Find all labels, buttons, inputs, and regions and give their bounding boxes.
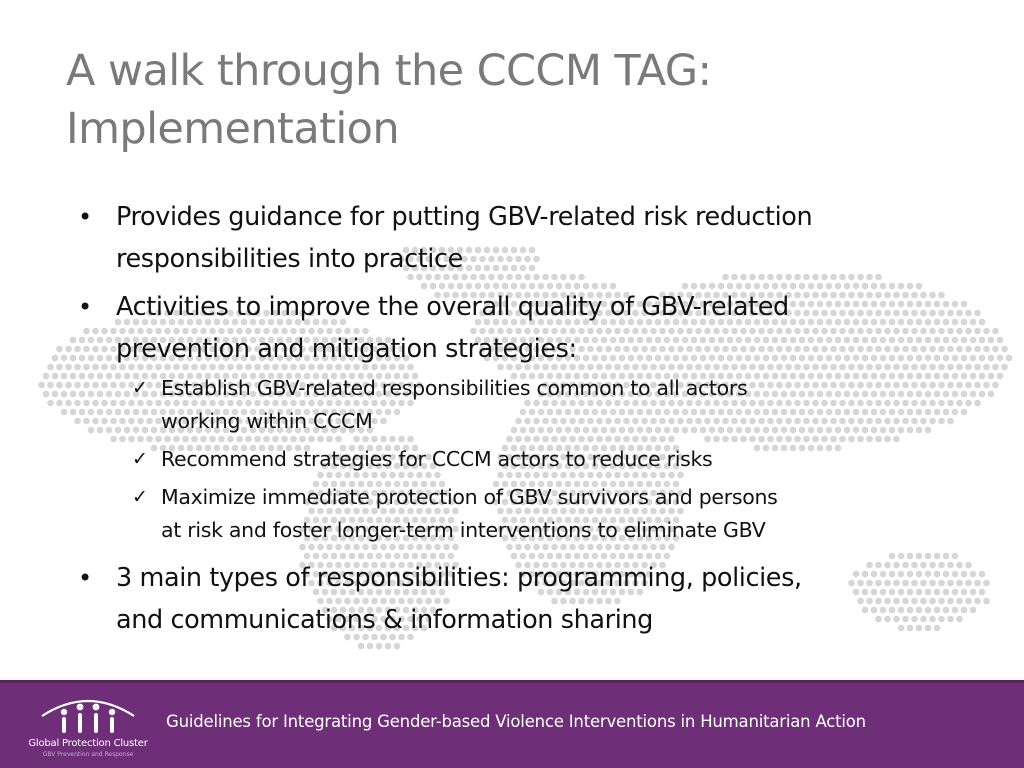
footer-bar bbox=[0, 680, 1024, 768]
bullet-item-guidance bbox=[78, 196, 938, 280]
bullet-item-responsibilities bbox=[78, 557, 938, 641]
logo-subtitle: GBV Prevention and Response bbox=[42, 751, 134, 758]
slide-title bbox=[66, 42, 966, 158]
bullet-text: Provides guidance for putting GBV-related risk reduction bbox=[116, 202, 813, 232]
global-protection-cluster-logo-icon bbox=[28, 690, 148, 762]
footer-text: Guidelines for Integrating Gender-based Violence Interventions in Humanitarian Action bbox=[166, 712, 866, 731]
bullet-text: Activities to improve the overall quality of GBV-related bbox=[116, 292, 789, 322]
sub-item-maximize bbox=[132, 481, 938, 547]
sub-item-text: at risk and foster longer-term interventions to eliminate GBV bbox=[161, 518, 766, 542]
sub-item-establish bbox=[132, 372, 938, 438]
bullet-text: prevention and mitigation strategies: bbox=[116, 334, 577, 364]
checkmark-icon: ✓ bbox=[132, 448, 148, 470]
sub-item-recommend bbox=[132, 443, 938, 476]
slide-title-line-2: Implementation bbox=[66, 104, 400, 154]
checkmark-icon: ✓ bbox=[132, 486, 148, 508]
sub-item-text: working within CCCM bbox=[161, 409, 373, 433]
footer-divider bbox=[0, 680, 1024, 683]
bullet-text: and communications & information sharing bbox=[116, 605, 653, 635]
logo-figures-icon bbox=[28, 690, 148, 738]
bullet-dot-icon: • bbox=[78, 564, 92, 592]
checkmark-icon: ✓ bbox=[132, 377, 148, 399]
bullet-text: 3 main types of responsibilities: programming, policies, bbox=[116, 563, 802, 593]
sub-item-text: Maximize immediate protection of GBV survivors and persons bbox=[161, 485, 778, 509]
bullet-list bbox=[78, 196, 938, 647]
bullet-dot-icon: • bbox=[78, 293, 92, 321]
bullet-dot-icon: • bbox=[78, 203, 92, 231]
bullet-item-activities bbox=[78, 286, 938, 370]
sub-item-text: Establish GBV-related responsibilities common to all actors bbox=[161, 376, 748, 400]
logo-name: Global Protection Cluster bbox=[28, 738, 148, 749]
bullet-text: responsibilities into practice bbox=[116, 244, 463, 274]
sub-item-text: Recommend strategies for CCCM actors to reduce risks bbox=[161, 447, 713, 471]
slide-title-line-1: A walk through the CCCM TAG: bbox=[66, 46, 712, 96]
